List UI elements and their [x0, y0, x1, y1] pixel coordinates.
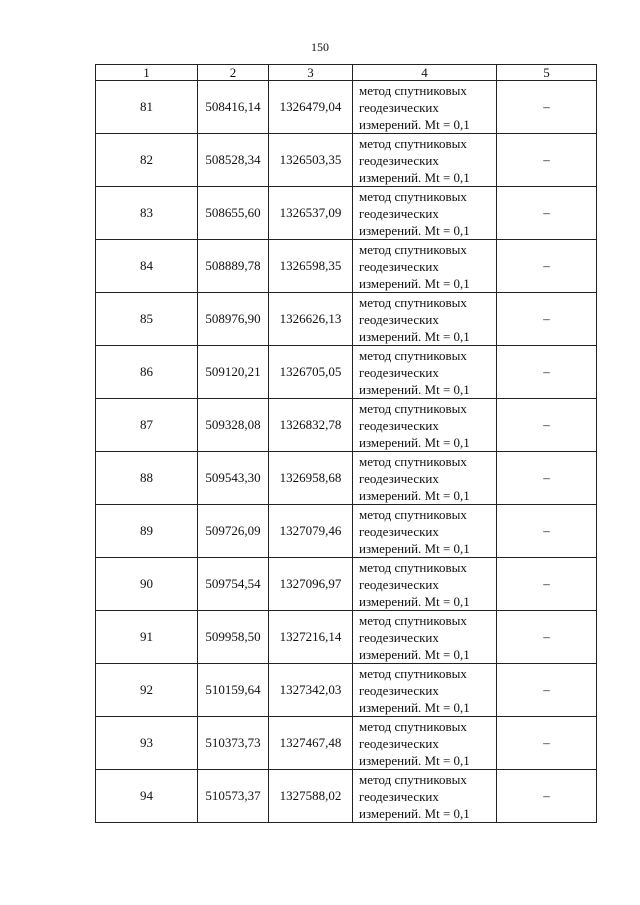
table-row: [96, 664, 597, 717]
y-coordinate-cell: 1327342,03: [269, 664, 353, 717]
coordinates-table: [95, 64, 597, 823]
point-number-cell: 86: [96, 346, 198, 399]
table-row: [96, 452, 597, 505]
method-cell: метод спутниковых геодезических измерений. Mt = 0,1: [353, 558, 497, 611]
point-number-cell: 84: [96, 240, 198, 293]
point-number-cell: 82: [96, 134, 198, 187]
point-number-cell: 85: [96, 293, 198, 346]
note-cell: –: [497, 81, 597, 134]
method-cell: метод спутниковых геодезических измерений. Mt = 0,1: [353, 240, 497, 293]
y-coordinate-cell: 1327216,14: [269, 611, 353, 664]
y-coordinate-cell: 1327079,46: [269, 505, 353, 558]
table-row: [96, 399, 597, 452]
x-coordinate-cell: 508655,60: [198, 187, 269, 240]
note-cell: –: [497, 452, 597, 505]
point-number-cell: 91: [96, 611, 198, 664]
x-coordinate-cell: 509328,08: [198, 399, 269, 452]
table-row: [96, 240, 597, 293]
y-coordinate-cell: 1326958,68: [269, 452, 353, 505]
note-cell: –: [497, 611, 597, 664]
note-cell: –: [497, 505, 597, 558]
note-cell: –: [497, 293, 597, 346]
table-row: [96, 346, 597, 399]
method-cell: метод спутниковых геодезических измерений. Mt = 0,1: [353, 611, 497, 664]
y-coordinate-cell: 1327588,02: [269, 770, 353, 823]
table-row: [96, 81, 597, 134]
note-cell: –: [497, 240, 597, 293]
table-body: [96, 81, 597, 823]
y-coordinate-cell: 1327096,97: [269, 558, 353, 611]
x-coordinate-cell: 510373,73: [198, 717, 269, 770]
x-coordinate-cell: 509543,30: [198, 452, 269, 505]
method-cell: метод спутниковых геодезических измерений. Mt = 0,1: [353, 770, 497, 823]
method-cell: метод спутниковых геодезических измерений. Mt = 0,1: [353, 187, 497, 240]
page-number: 150: [311, 40, 329, 54]
point-number-cell: 92: [96, 664, 198, 717]
method-cell: метод спутниковых геодезических измерений. Mt = 0,1: [353, 399, 497, 452]
note-cell: –: [497, 346, 597, 399]
x-coordinate-cell: 510573,37: [198, 770, 269, 823]
y-coordinate-cell: 1326832,78: [269, 399, 353, 452]
header-col-4: 4: [353, 65, 497, 81]
method-cell: метод спутниковых геодезических измерений. Mt = 0,1: [353, 346, 497, 399]
table-row: [96, 293, 597, 346]
header-row: [96, 65, 597, 81]
point-number-cell: 81: [96, 81, 198, 134]
table-row: [96, 558, 597, 611]
point-number-cell: 87: [96, 399, 198, 452]
x-coordinate-cell: 509754,54: [198, 558, 269, 611]
y-coordinate-cell: 1326537,09: [269, 187, 353, 240]
note-cell: –: [497, 187, 597, 240]
header-col-3: 3: [269, 65, 353, 81]
point-number-cell: 90: [96, 558, 198, 611]
x-coordinate-cell: 508416,14: [198, 81, 269, 134]
x-coordinate-cell: 508889,78: [198, 240, 269, 293]
header-col-2: 2: [198, 65, 269, 81]
y-coordinate-cell: 1326705,05: [269, 346, 353, 399]
method-cell: метод спутниковых геодезических измерений. Mt = 0,1: [353, 134, 497, 187]
x-coordinate-cell: 509958,50: [198, 611, 269, 664]
point-number-cell: 88: [96, 452, 198, 505]
table-row: [96, 611, 597, 664]
table-row: [96, 134, 597, 187]
x-coordinate-cell: 509120,21: [198, 346, 269, 399]
table-row: [96, 717, 597, 770]
y-coordinate-cell: 1326626,13: [269, 293, 353, 346]
y-coordinate-cell: 1326598,35: [269, 240, 353, 293]
x-coordinate-cell: 508976,90: [198, 293, 269, 346]
y-coordinate-cell: 1326479,04: [269, 81, 353, 134]
header-col-5: 5: [497, 65, 597, 81]
table-header: [96, 65, 597, 81]
header-col-1: 1: [96, 65, 198, 81]
table-row: [96, 187, 597, 240]
point-number-cell: 94: [96, 770, 198, 823]
y-coordinate-cell: 1327467,48: [269, 717, 353, 770]
table-row: [96, 770, 597, 823]
note-cell: –: [497, 558, 597, 611]
method-cell: метод спутниковых геодезических измерений. Mt = 0,1: [353, 81, 497, 134]
table-row: [96, 505, 597, 558]
x-coordinate-cell: 510159,64: [198, 664, 269, 717]
note-cell: –: [497, 664, 597, 717]
note-cell: –: [497, 399, 597, 452]
y-coordinate-cell: 1326503,35: [269, 134, 353, 187]
method-cell: метод спутниковых геодезических измерений. Mt = 0,1: [353, 717, 497, 770]
method-cell: метод спутниковых геодезических измерений. Mt = 0,1: [353, 505, 497, 558]
point-number-cell: 89: [96, 505, 198, 558]
note-cell: –: [497, 134, 597, 187]
x-coordinate-cell: 509726,09: [198, 505, 269, 558]
method-cell: метод спутниковых геодезических измерений. Mt = 0,1: [353, 664, 497, 717]
x-coordinate-cell: 508528,34: [198, 134, 269, 187]
point-number-cell: 93: [96, 717, 198, 770]
note-cell: –: [497, 717, 597, 770]
point-number-cell: 83: [96, 187, 198, 240]
method-cell: метод спутниковых геодезических измерений. Mt = 0,1: [353, 293, 497, 346]
method-cell: метод спутниковых геодезических измерений. Mt = 0,1: [353, 452, 497, 505]
note-cell: –: [497, 770, 597, 823]
